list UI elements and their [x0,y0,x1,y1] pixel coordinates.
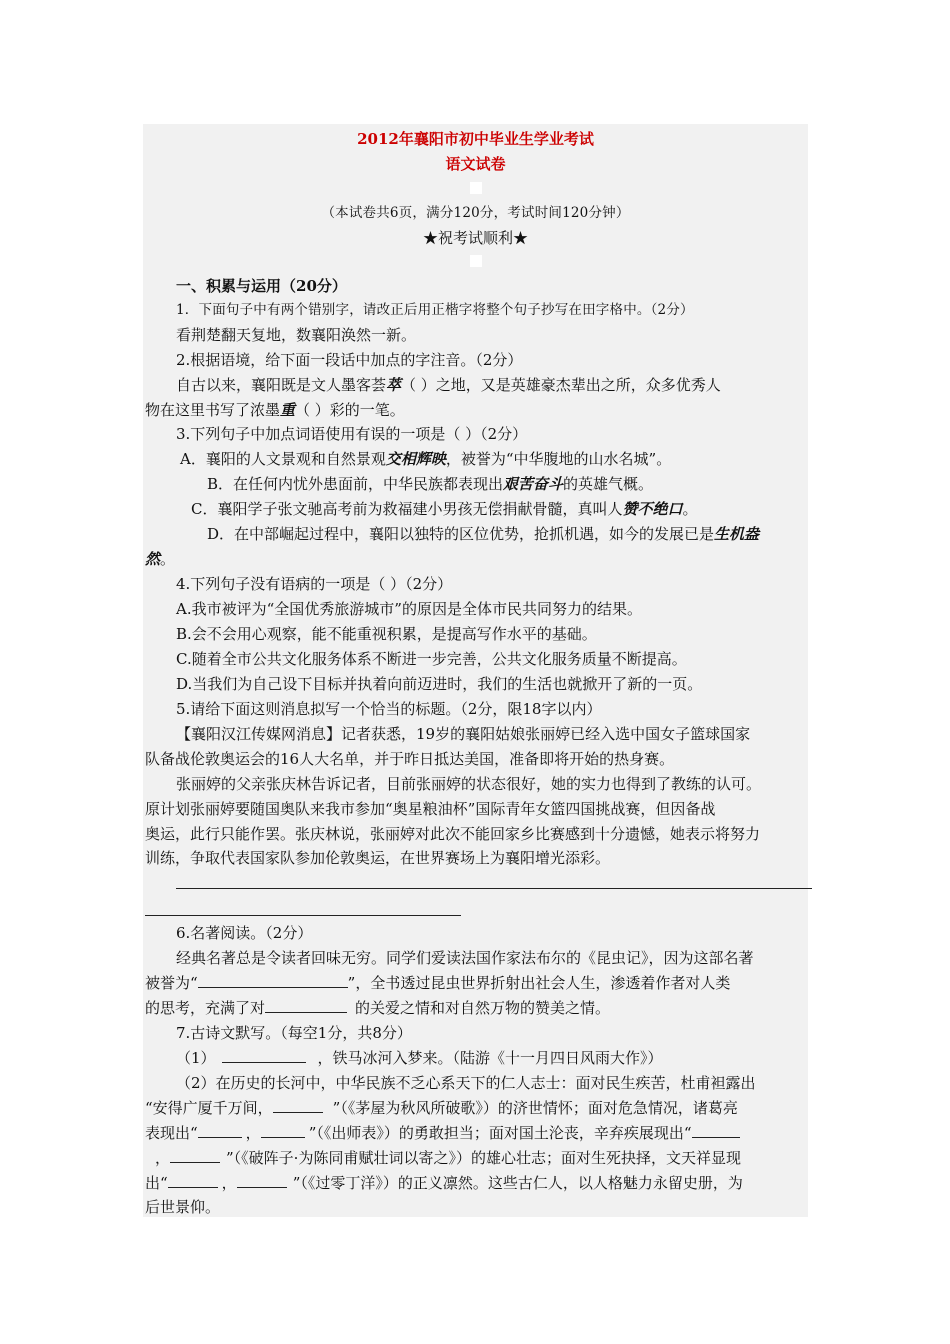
fill-blank[interactable] [168,1172,218,1188]
q5-news-p2-l4: 训练，争取代表国家队参加伦敦奥运，在世界赛场上为襄阳增光添彩。 [145,849,611,867]
q4-option-d: D.当我们为自己设下目标并执着向前迈进时，我们的生活也就掀开了新的一页。 [176,675,703,693]
q7-item2-l2 [145,1096,810,1120]
text: 的思考，充满了对 [145,999,266,1017]
fill-blank[interactable] [198,972,348,988]
text: 出“ [145,1174,168,1192]
fill-blank[interactable] [170,1147,220,1163]
text: 物在这里书写了浓墨 [145,401,281,419]
q6-line1: 经典名著总是令读者回味无穷。同学们爱读法国作家法布尔的《昆虫记》，因为这部名著 [176,949,754,967]
q6-line3 [145,996,810,1020]
text: 表现出“ [145,1124,198,1142]
q7-item2-l5 [145,1171,810,1195]
q1-prompt: 1．下面句子中有两个错别字，请改正后用正楷字将整个句子抄写在田字格中。（2分） [176,302,694,318]
q3-option-a [180,447,845,471]
q4-option-a: A.我市被评为“全国优秀旅游城市”的原因是全体市民共同努力的结果。 [176,600,642,618]
q3-prompt: 3.下列句子中加点词语使用有误的一项是（ ）（2分） [176,425,528,443]
q5-news-p2-l2: 原计划张丽婷要随国奥队来我市参加“奥星粮油杯”国际青年女篮四国挑战赛，但因备战 [145,800,716,818]
fill-blank[interactable] [265,997,347,1013]
q5-prompt: 5.请给下面这则消息拟写一个恰当的标题。（2分，限18字以内） [176,700,602,718]
text: ，铁马冰河入梦来。（陆游《十一月四日风雨大作》） [317,1049,663,1067]
dotted-phrase: 交相辉映 [385,450,446,468]
text: 。 [682,500,698,518]
dotted-char: 萃 [386,376,402,394]
dotted-phrase: 然 [145,550,161,568]
text: “安得广厦千万间， [145,1099,273,1117]
q5-news-p1-l2: 队备战伦敦奥运会的16人大名单，并于昨日抵达美国，准备即将开始的热身赛。 [145,750,675,768]
text: ”，全书透过昆虫世界折射出社会人生，渗透着作者对人类 [347,974,731,992]
q3-option-d [207,522,872,546]
text: 。 [160,550,176,568]
q3-option-c [191,497,856,521]
q2-line1 [176,373,841,397]
q3-option-d-cont [145,547,810,571]
fill-blank[interactable] [237,1172,287,1188]
fill-blank[interactable] [198,1122,242,1138]
q2-line2 [145,398,810,422]
q7-item2-l6: 后世景仰。 [145,1198,221,1216]
text: （ ）彩的一笔。 [295,401,405,419]
text: 被誉为“ [145,974,198,992]
q7-item2-l4 [145,1146,810,1170]
q7-item2-l1: （2）在历史的长河中，中华民族不乏心系天下的仁人志士：面对民生疾苦，杜甫袒露出 [176,1074,756,1092]
text: A．襄阳的人文景观和自然景观 [180,450,386,468]
placeholder-box [470,182,482,194]
text: 的关爱之情和对自然万物的赞美之情。 [355,999,611,1017]
q5-news-p2-l1: 张丽婷的父亲张庆林告诉记者，目前张丽婷的状态很好，她的实力也得到了教练的认可。 [176,775,762,793]
exam-subtitle: 语文试卷 [445,155,506,173]
text: ，被誉为“中华腹地的山水名城”。 [445,450,672,468]
exam-notice: （本试卷共6页，满分120分，考试时间120分钟） [321,205,630,221]
section-heading: 一、积累与运用（20分） [176,277,347,295]
dotted-phrase: 生机盎 [714,525,760,543]
q6-prompt: 6.名著阅读。（2分） [176,924,313,942]
exam-wish: ★祝考试顺利★ [422,229,528,247]
q2-prompt: 2.根据语境，给下面一段话中加点的字注音。（2分） [176,351,523,369]
dotted-phrase: 艰苦奋斗 [503,475,564,493]
text: ”（《破阵子·为陈同甫赋壮词以寄之》）的雄心壮志；面对生死抉择，文天祥显现 [226,1149,741,1167]
q7-item1 [176,1046,841,1070]
text: ”（《出师表》）的勇敢担当；面对国土沦丧，辛弃疾展现出“ [308,1124,692,1142]
dotted-phrase: 赞不绝口 [622,500,683,518]
q5-news-p1-l1: 【襄阳汉江传媒网消息】记者获悉，19岁的襄阳姑娘张丽婷已经入选中国女子篮球国家 [176,725,751,743]
text: ”（《茅屋为秋风所破歌》）的济世情怀；面对危急情况，诸葛亮 [332,1099,738,1117]
q5-news-p2-l3: 奥运，此行只能作罢。张庆林说，张丽婷对此次不能回家乡比赛感到十分遗憾，她表示将努力 [145,825,761,843]
q6-line2 [145,971,810,995]
text: （1） [176,1049,216,1067]
exam-title: 2012年襄阳市初中毕业生学业考试 [357,130,594,148]
text: ， [221,1174,237,1192]
q4-prompt: 4.下列句子没有语病的一项是（ ）（2分） [176,575,453,593]
q7-item2-l3 [145,1121,810,1145]
text: D．在中部崛起过程中，襄阳以独特的区位优势，抢抓机遇，如今的发展已是 [207,525,715,543]
text: ”（《过零丁洋》）的正义凛然。这些古仁人，以人格魅力永留史册，为 [292,1174,743,1192]
fill-blank[interactable] [222,1047,306,1063]
text: 自古以来，襄阳既是文人墨客荟 [176,376,387,394]
answer-line[interactable] [145,915,461,916]
text: （ ）之地，又是英雄豪杰辈出之所，众多优秀人 [401,376,721,394]
q4-option-c: C.随着全市公共文化服务体系不断进一步完善，公共文化服务质量不断提高。 [176,650,687,668]
dotted-char: 重 [280,401,296,419]
exam-page [143,124,808,1217]
fill-blank[interactable] [273,1097,323,1113]
placeholder-box [470,255,482,267]
q4-option-b: B.会不会用心观察，能不能重视积累，是提高写作水平的基础。 [176,625,597,643]
q3-option-b [207,472,872,496]
q7-prompt: 7.古诗文默写。（每空1分，共8分） [176,1024,412,1042]
text: 的英雄气概。 [563,475,654,493]
text: C．襄阳学子张文驰高考前为救福建小男孩无偿捐献骨髓，真叫人 [191,500,623,518]
text: B．在任何内忧外患面前，中华民族都表现出 [207,475,504,493]
text: ， [155,1149,171,1167]
fill-blank[interactable] [261,1122,305,1138]
q1-sentence: 看荆楚翻天复地，数襄阳涣然一新。 [176,326,417,344]
answer-line[interactable] [176,888,812,889]
text: ， [245,1124,261,1142]
fill-blank[interactable] [692,1122,740,1138]
